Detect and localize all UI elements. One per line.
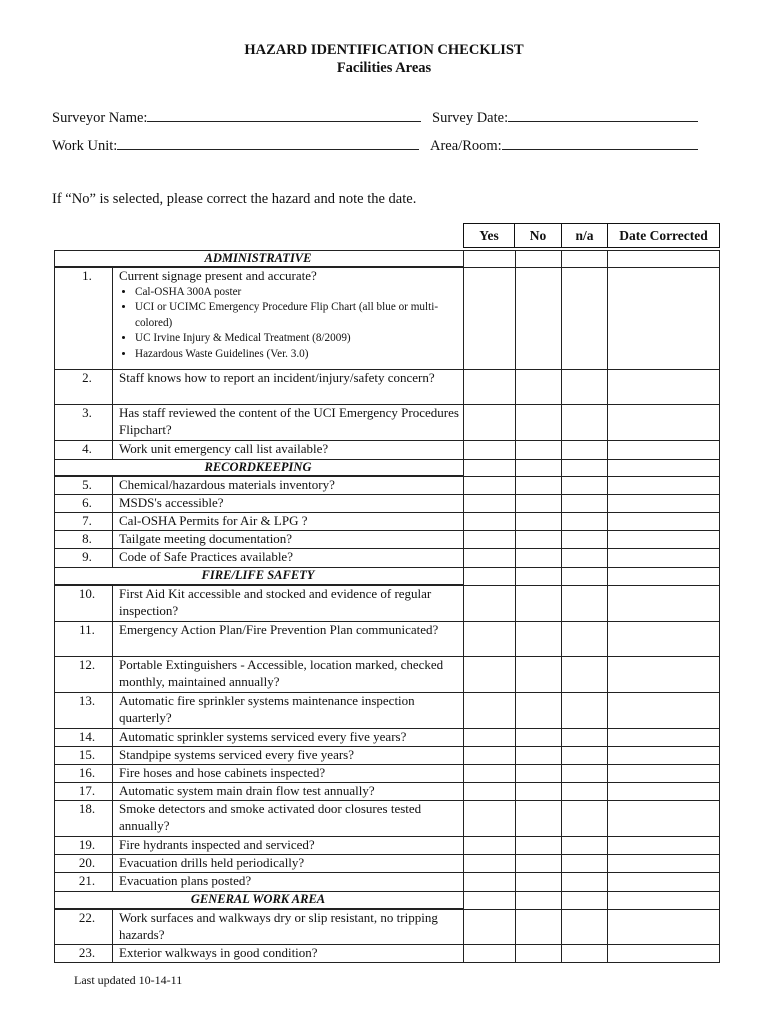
checklist-question: [119, 873, 461, 890]
yes-checkbox-cell[interactable]: [464, 837, 515, 854]
yes-checkbox-cell[interactable]: [464, 586, 515, 621]
na-checkbox-cell[interactable]: [562, 910, 607, 944]
na-checkbox-cell[interactable]: [562, 586, 607, 621]
checklist-question: [119, 586, 461, 619]
no-checkbox-cell[interactable]: [516, 405, 561, 440]
item-number: 19.: [78, 837, 96, 852]
date-corrected-cell[interactable]: [608, 837, 719, 854]
date-corrected-cell[interactable]: [608, 729, 719, 746]
date-corrected-cell[interactable]: [608, 268, 719, 369]
question-text: Automatic system main drain flow test annually?: [119, 783, 375, 798]
checklist-question: [119, 747, 461, 764]
na-checkbox-cell[interactable]: [562, 370, 607, 404]
section-heading: GENERAL WORK AREA: [190, 892, 326, 906]
question-text: Smoke detectors and smoke activated door closures tested annually?: [119, 801, 422, 833]
checklist-question: [119, 531, 461, 548]
yes-checkbox-cell[interactable]: [464, 622, 515, 656]
yes-checkbox-cell[interactable]: [464, 268, 515, 369]
checklist-question: [119, 765, 461, 782]
na-checkbox-cell[interactable]: [562, 729, 607, 746]
item-number: 8.: [82, 531, 92, 546]
item-number: 9.: [82, 549, 92, 564]
na-checkbox-cell[interactable]: [562, 855, 607, 872]
yes-checkbox-cell[interactable]: [464, 765, 515, 782]
yes-checkbox-cell[interactable]: [464, 729, 515, 746]
date-corrected-cell[interactable]: [608, 405, 719, 440]
question-text: Automatic sprinkler systems serviced every five years?: [119, 729, 407, 744]
no-checkbox-cell[interactable]: [516, 910, 561, 944]
na-checkbox-cell[interactable]: [562, 477, 607, 494]
signage-list-item: • UCI or UCIMC Emergency Procedure Flip Chart (all blue or multi-colored): [135, 300, 461, 331]
question-text: Emergency Action Plan/Fire Prevention Plan communicated?: [119, 622, 439, 637]
na-checkbox-cell[interactable]: [562, 441, 607, 459]
na-checkbox-cell[interactable]: [562, 495, 607, 512]
checklist-question: [119, 370, 461, 387]
question-text: MSDS's accessible?: [119, 495, 224, 510]
item-number: 20.: [78, 855, 96, 870]
date-corrected-cell[interactable]: [608, 765, 719, 782]
item-number: 12.: [78, 657, 96, 672]
no-checkbox-cell[interactable]: [516, 729, 561, 746]
item-number: 14.: [78, 729, 96, 744]
item-number: 22.: [78, 910, 96, 925]
item-number: 5.: [82, 477, 92, 492]
yes-checkbox-cell[interactable]: [464, 693, 515, 728]
item-number: 18.: [78, 801, 96, 816]
yes-checkbox-cell[interactable]: [464, 801, 515, 836]
signage-list: [119, 285, 461, 363]
item-number: 21.: [78, 873, 96, 888]
document-title: HAZARD IDENTIFICATION CHECKLIST: [244, 42, 524, 58]
question-text: Work surfaces and walkways dry or slip resistant, no tripping hazards?: [119, 910, 438, 942]
yes-checkbox-cell[interactable]: [464, 783, 515, 800]
na-checkbox-cell[interactable]: [562, 657, 607, 692]
item-number: 1.: [82, 268, 92, 283]
no-checkbox-cell[interactable]: [516, 622, 561, 656]
no-checkbox-cell[interactable]: [516, 837, 561, 854]
no-checkbox-cell[interactable]: [516, 513, 561, 530]
item-number: 4.: [82, 441, 92, 456]
checklist-question: [119, 783, 461, 800]
checklist-question: [119, 477, 461, 494]
no-checkbox-cell[interactable]: [516, 477, 561, 494]
question-text: Fire hydrants inspected and serviced?: [119, 837, 315, 852]
checklist-question: [119, 405, 461, 438]
surveyor-name-label: Surveyor Name:: [52, 110, 148, 126]
item-number: 11.: [79, 622, 95, 637]
na-checkbox-cell[interactable]: [562, 693, 607, 728]
yes-checkbox-cell[interactable]: [464, 495, 515, 512]
work-unit-label: Work Unit:: [52, 138, 118, 154]
na-checkbox-cell[interactable]: [562, 622, 607, 656]
question-text: Automatic fire sprinkler systems maintenance inspection quarterly?: [119, 693, 415, 725]
checklist-question: [119, 657, 461, 690]
no-checkbox-cell[interactable]: [516, 549, 561, 567]
column-header-na: n/a: [561, 223, 608, 248]
date-corrected-cell[interactable]: [608, 910, 719, 944]
no-checkbox-cell[interactable]: [516, 586, 561, 621]
item-number: 3.: [82, 405, 92, 420]
section-heading: RECORDKEEPING: [204, 460, 312, 474]
no-checkbox-cell[interactable]: [516, 441, 561, 459]
question-text: Tailgate meeting documentation?: [119, 531, 293, 546]
question-text: Evacuation plans posted?: [119, 873, 252, 888]
item-number: 7.: [82, 513, 92, 528]
question-text: Staff knows how to report an incident/injury/safety concern?: [119, 370, 435, 385]
no-checkbox-cell[interactable]: [516, 801, 561, 836]
checklist-question: [119, 268, 461, 362]
checklist-question: [119, 693, 461, 726]
no-checkbox-cell[interactable]: [516, 783, 561, 800]
question-text: Current signage present and accurate?: [119, 268, 317, 283]
question-text: Exterior walkways in good condition?: [119, 945, 318, 960]
date-corrected-cell[interactable]: [608, 495, 719, 512]
table-border-left: [54, 250, 55, 962]
na-checkbox-cell[interactable]: [562, 945, 607, 962]
yes-checkbox-cell[interactable]: [464, 747, 515, 764]
date-corrected-cell[interactable]: [608, 855, 719, 872]
na-checkbox-cell[interactable]: [562, 531, 607, 548]
checklist-question: [119, 729, 461, 746]
na-checkbox-cell[interactable]: [562, 837, 607, 854]
na-checkbox-cell[interactable]: [562, 783, 607, 800]
no-checkbox-cell[interactable]: [516, 945, 561, 962]
question-text: Fire hoses and hose cabinets inspected?: [119, 765, 326, 780]
survey-date-label: Survey Date:: [432, 110, 509, 126]
date-corrected-cell[interactable]: [608, 549, 719, 567]
date-corrected-cell[interactable]: [608, 477, 719, 494]
section-heading: ADMINISTRATIVE: [204, 251, 312, 265]
date-corrected-cell[interactable]: [608, 693, 719, 728]
date-corrected-cell[interactable]: [608, 531, 719, 548]
yes-checkbox-cell[interactable]: [464, 873, 515, 891]
area-room-label: Area/Room:: [430, 138, 502, 154]
no-checkbox-cell[interactable]: [516, 268, 561, 369]
yes-checkbox-cell[interactable]: [464, 657, 515, 692]
signage-list-item: • UC Irvine Injury & Medical Treatment (8/2009): [135, 331, 461, 347]
checklist-question: [119, 495, 461, 512]
no-checkbox-cell[interactable]: [516, 693, 561, 728]
checklist-question: [119, 513, 461, 530]
date-corrected-cell[interactable]: [608, 513, 719, 530]
item-number: 10.: [78, 586, 96, 601]
date-corrected-cell[interactable]: [608, 801, 719, 836]
date-corrected-cell[interactable]: [608, 586, 719, 621]
no-checkbox-cell[interactable]: [516, 495, 561, 512]
na-checkbox-cell[interactable]: [562, 513, 607, 530]
na-checkbox-cell[interactable]: [562, 549, 607, 567]
document-subtitle: Facilities Areas: [336, 60, 432, 76]
checklist-question: [119, 441, 461, 458]
yes-checkbox-cell[interactable]: [464, 477, 515, 494]
section-heading: FIRE/LIFE SAFETY: [201, 568, 315, 582]
yes-checkbox-cell[interactable]: [464, 370, 515, 404]
question-text: Work unit emergency call list available?: [119, 441, 329, 456]
question-text: Has staff reviewed the content of the UCI Emergency Procedures Flipchart?: [119, 405, 459, 437]
yes-checkbox-cell[interactable]: [464, 855, 515, 872]
date-corrected-cell[interactable]: [608, 873, 719, 891]
checklist-question: [119, 945, 461, 962]
yes-checkbox-cell[interactable]: [464, 910, 515, 944]
question-text: Standpipe systems serviced every five years?: [119, 747, 355, 762]
date-corrected-cell[interactable]: [608, 783, 719, 800]
checklist-question: [119, 622, 461, 639]
date-corrected-cell[interactable]: [608, 370, 719, 404]
yes-checkbox-cell[interactable]: [464, 513, 515, 530]
question-text: First Aid Kit accessible and stocked and evidence of regular inspection?: [119, 586, 432, 618]
item-number: 16.: [78, 765, 96, 780]
yes-checkbox-cell[interactable]: [464, 405, 515, 440]
column-header-yes: Yes: [463, 223, 515, 248]
no-checkbox-cell[interactable]: [516, 855, 561, 872]
na-checkbox-cell[interactable]: [562, 801, 607, 836]
na-checkbox-cell[interactable]: [562, 405, 607, 440]
na-checkbox-cell[interactable]: [562, 747, 607, 764]
yes-checkbox-cell[interactable]: [464, 441, 515, 459]
question-text: Portable Extinguishers - Accessible, location marked, checked monthly, maintained annually?: [119, 657, 444, 689]
question-text: Chemical/hazardous materials inventory?: [119, 477, 335, 492]
signage-list-item: • Hazardous Waste Guidelines (Ver. 3.0): [135, 347, 461, 363]
table-border-bottom: [54, 962, 720, 963]
date-corrected-cell[interactable]: [608, 622, 719, 656]
yes-checkbox-cell[interactable]: [464, 945, 515, 962]
yes-checkbox-cell[interactable]: [464, 531, 515, 548]
item-number: 17.: [78, 783, 96, 798]
item-number: 13.: [78, 693, 96, 708]
yes-checkbox-cell[interactable]: [464, 549, 515, 567]
instruction-text: If “No” is selected, please correct the hazard and note the date.: [52, 191, 417, 207]
checklist-question: [119, 910, 461, 943]
no-checkbox-cell[interactable]: [516, 370, 561, 404]
no-checkbox-cell[interactable]: [516, 765, 561, 782]
question-text: Cal-OSHA Permits for Air & LPG ?: [119, 513, 308, 528]
question-text: Code of Safe Practices available?: [119, 549, 293, 564]
item-number: 23.: [78, 945, 96, 960]
signage-list-item: • Cal-OSHA 300A poster: [135, 285, 461, 301]
last-updated-footer: Last updated 10-14-11: [74, 973, 183, 987]
date-corrected-cell[interactable]: [608, 657, 719, 692]
checklist-question: [119, 549, 461, 566]
date-corrected-cell[interactable]: [608, 441, 719, 459]
question-text: Evacuation drills held periodically?: [119, 855, 305, 870]
no-checkbox-cell[interactable]: [516, 747, 561, 764]
na-checkbox-cell[interactable]: [562, 765, 607, 782]
table-border-right: [719, 250, 720, 962]
column-header-date-corrected: Date Corrected: [607, 223, 720, 248]
checklist-question: [119, 837, 461, 854]
item-number: 6.: [82, 495, 92, 510]
na-checkbox-cell[interactable]: [562, 268, 607, 369]
item-number: 2.: [82, 370, 92, 385]
no-checkbox-cell[interactable]: [516, 657, 561, 692]
na-checkbox-cell[interactable]: [562, 873, 607, 891]
item-number: 15.: [78, 747, 96, 762]
date-corrected-cell[interactable]: [608, 747, 719, 764]
checklist-question: [119, 801, 461, 834]
checklist-question: [119, 855, 461, 872]
no-checkbox-cell[interactable]: [516, 873, 561, 891]
column-header-no: No: [514, 223, 562, 248]
date-corrected-cell[interactable]: [608, 945, 719, 962]
no-checkbox-cell[interactable]: [516, 531, 561, 548]
